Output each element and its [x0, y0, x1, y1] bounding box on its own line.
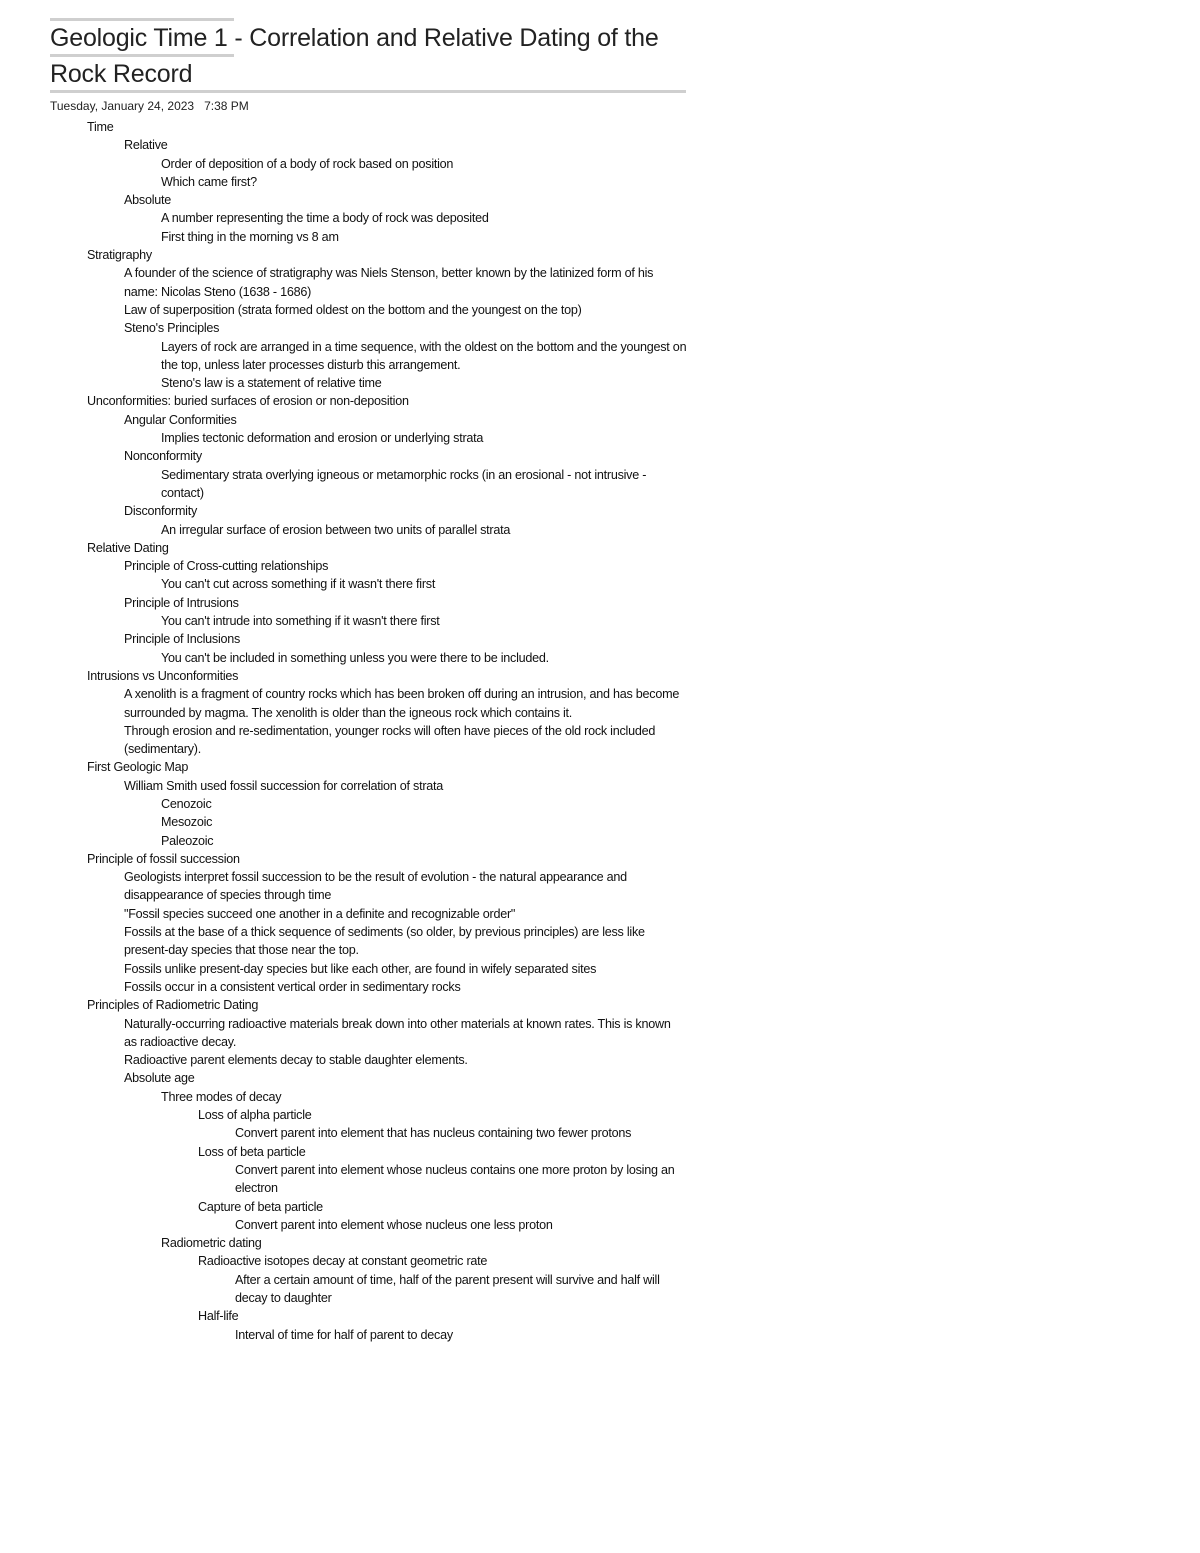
outline-item-text: Principle of Inclusions [124, 632, 241, 647]
outline-item-text: Cenozoic [161, 796, 212, 811]
outline-item-text: William Smith used fossil succession for correlation of strata [124, 778, 444, 793]
outline-item-text: Fossils at the base of a thick sequence of sediments (so older, by previous principles) are less like present-day species that those near the top. [124, 925, 645, 958]
outline-item-text: Time [87, 120, 114, 134]
outline-item-text: Radioactive parent elements decay to stable daughter elements. [124, 1053, 468, 1068]
outline-item-level-3 [0, 338, 689, 375]
outline-item-level-1 [0, 392, 649, 410]
outline-item-text: Principle of fossil succession [87, 851, 240, 866]
outline-item-level-1 [0, 996, 649, 1014]
outline-item-level-3 [0, 155, 689, 173]
outline-item-text: Three modes of decay [161, 1089, 282, 1104]
outline-item-text: Radioactive isotopes decay at constant geometric rate [198, 1254, 488, 1269]
outline-item-level-2 [0, 191, 686, 209]
outline-item-level-5 [0, 1216, 687, 1234]
outline-item-text: Convert parent into element whose nucleus contains one more proton by losing an electron [235, 1162, 675, 1196]
note-timestamp [50, 98, 249, 114]
outline-item-text: Unconformities: buried surfaces of erosion or non-deposition [87, 394, 409, 409]
outline-item-level-1 [0, 118, 649, 136]
page-title-line-1: Geologic Time 1 - Correlation and Relative Dating of the [50, 24, 659, 52]
title-block [50, 18, 686, 93]
outline-item-text: Convert parent into element whose nucleus one less proton [235, 1217, 553, 1232]
note-date: Tuesday, January 24, 2023 [50, 99, 195, 113]
outline-item-level-5 [0, 1271, 687, 1308]
outline-item-text: Nonconformity [124, 449, 202, 464]
outline-item-text: Mesozoic [161, 815, 213, 830]
outline-item-level-3 [0, 374, 689, 392]
outline-item-level-1 [0, 758, 649, 776]
outline-item-text: You can't intrude into something if it wasn't there first [161, 614, 440, 629]
outline-item-text: Order of deposition of a body of rock based on position [161, 156, 454, 171]
outline-item-text: Through erosion and re-sedimentation, younger rocks will often have pieces of the old rock included (sedimentary). [124, 723, 656, 757]
outline-item-level-3 [0, 1088, 689, 1106]
outline-item-text: First thing in the morning vs 8 am [161, 229, 339, 244]
outline-item-text: Principle of Intrusions [124, 595, 239, 610]
outline-item-text: Loss of alpha particle [198, 1108, 312, 1123]
outline-item-level-1 [0, 539, 649, 557]
outline-item-level-3 [0, 521, 689, 539]
outline-item-level-3 [0, 466, 689, 503]
outline-item-text: Steno's Principles [124, 321, 220, 336]
outline-item-level-3 [0, 209, 689, 227]
outline-item-text: Which came first? [161, 174, 257, 189]
outline-item-text: Half-life [198, 1309, 239, 1324]
outline-item-level-3 [0, 649, 689, 667]
outline-item-text: Intrusions vs Unconformities [87, 668, 239, 683]
outline-item-text: Steno's law is a statement of relative time [161, 376, 382, 391]
outline-item-text: Fossils occur in a consistent vertical order in sedimentary rocks [124, 979, 461, 994]
outline-item-text: Paleozoic [161, 833, 214, 848]
outline-item-text: Radiometric dating [161, 1236, 262, 1251]
outline-item-text: Relative Dating [87, 540, 169, 555]
outline-item-text: Naturally-occurring radioactive materials break down into other materials at known rates. This is known as radioactive decay. [124, 1016, 671, 1049]
outline-item-text: Principle of Cross-cutting relationships [124, 559, 329, 574]
outline-item-text: Sedimentary strata overlying igneous or metamorphic rocks (in an erosional - not intrusive - contact) [161, 467, 647, 500]
outline-item-level-4 [0, 1307, 650, 1325]
outline-item-level-2 [0, 319, 686, 337]
outline-item-level-2 [0, 502, 686, 520]
outline-item-level-1 [0, 246, 649, 264]
outline-item-text: Convert parent into element that has nucleus containing two fewer protons [235, 1126, 632, 1141]
outline-item-text: A founder of the science of stratigraphy was Niels Stenson, better known by the latinized form of his name: Nicolas Steno (1638 - 1686) [124, 266, 654, 299]
outline-item-level-3 [0, 612, 689, 630]
outline-item-level-2 [0, 1069, 686, 1087]
outline-item-text: After a certain amount of time, half of the parent present will survive and half will decay to daughter [235, 1272, 660, 1305]
outline-item-level-2 [0, 722, 686, 759]
note-time: 7:38 PM [204, 99, 249, 113]
outline-item-level-3 [0, 429, 689, 447]
outline-item-level-1 [0, 850, 649, 868]
outline-item-level-2 [0, 136, 686, 154]
outline-item-text: Loss of beta particle [198, 1144, 306, 1159]
outline-item-text: You can't cut across something if it wasn't there first [161, 577, 436, 592]
outline-item-text: Geologists interpret fossil succession to be the result of evolution - the natural appearance and disappearance of species through time [124, 870, 627, 903]
outline-item-level-3 [0, 173, 689, 191]
outline-item-text: An irregular surface of erosion between two units of parallel strata [161, 522, 511, 537]
outline-item-level-2 [0, 411, 686, 429]
outline-item-level-4 [0, 1198, 650, 1216]
outline-item-level-3 [0, 813, 689, 831]
outline-item-level-3 [0, 1234, 689, 1252]
outline-item-level-2 [0, 447, 686, 465]
outline-item-text: Interval of time for half of parent to decay [235, 1327, 453, 1342]
outline-item-text: A xenolith is a fragment of country rocks which has been broken off during an intrusion, and has become surrounded by magma. The xenolith is older than the igneous rock which contains it. [124, 687, 680, 720]
outline-item-level-3 [0, 832, 689, 850]
outline-item-level-4 [0, 1252, 650, 1270]
outline-item-text: Implies tectonic deformation and erosion or underlying strata [161, 431, 484, 446]
outline-item-level-3 [0, 575, 689, 593]
outline-item-text: A number representing the time a body of rock was deposited [161, 211, 489, 226]
outline-item-level-2 [0, 1015, 686, 1052]
outline-item-text: Disconformity [124, 504, 198, 519]
outline-item-text: Capture of beta particle [198, 1199, 323, 1214]
outline-item-level-2 [0, 264, 686, 301]
outline-item-level-4 [0, 1106, 650, 1124]
outline-item-level-2 [0, 777, 686, 795]
outline-item-level-2 [0, 630, 686, 648]
outline-item-text: First Geologic Map [87, 760, 189, 775]
outline-item-level-5 [0, 1124, 687, 1142]
outline-item-text: Principles of Radiometric Dating [87, 998, 259, 1013]
outline-item-text: Fossils unlike present-day species but like each other, are found in wifely separated sites [124, 961, 597, 976]
outline-item-text: Stratigraphy [87, 248, 152, 263]
outline-item-text: Absolute [124, 193, 172, 208]
outline-item-text: Law of superposition (strata formed oldest on the bottom and the youngest on the top) [124, 302, 582, 317]
outline-item-level-2 [0, 594, 686, 612]
outline-item-level-2 [0, 960, 686, 978]
outline-item-level-2 [0, 301, 686, 319]
outline-item-level-2 [0, 557, 686, 575]
outline-item-level-2 [0, 905, 686, 923]
outline-item-level-1 [0, 667, 649, 685]
outline-item-level-4 [0, 1143, 650, 1161]
outline-item-text: Angular Conformities [124, 412, 237, 427]
outline-item-level-5 [0, 1161, 687, 1198]
outline-item-text: You can't be included in something unless you were there to be included. [161, 650, 549, 665]
outline-item-level-2 [0, 685, 686, 722]
outline-item-text: Relative [124, 138, 168, 153]
page-title-line-2: Rock Record [50, 60, 193, 88]
notes-outline [0, 118, 1200, 1344]
outline-item-text: Layers of rock are arranged in a time sequence, with the oldest on the bottom and the youngest on the top, unless later processes disturb this arrangement. [161, 339, 687, 372]
outline-item-level-2 [0, 923, 686, 960]
outline-item-level-3 [0, 228, 689, 246]
outline-item-level-2 [0, 978, 686, 996]
outline-item-level-2 [0, 868, 686, 905]
outline-item-text: Absolute age [124, 1071, 195, 1086]
outline-item-text: "Fossil species succeed one another in a definite and recognizable order" [124, 906, 516, 921]
outline-item-level-3 [0, 795, 689, 813]
outline-item-level-2 [0, 1051, 686, 1069]
outline-item-level-5 [0, 1326, 687, 1344]
